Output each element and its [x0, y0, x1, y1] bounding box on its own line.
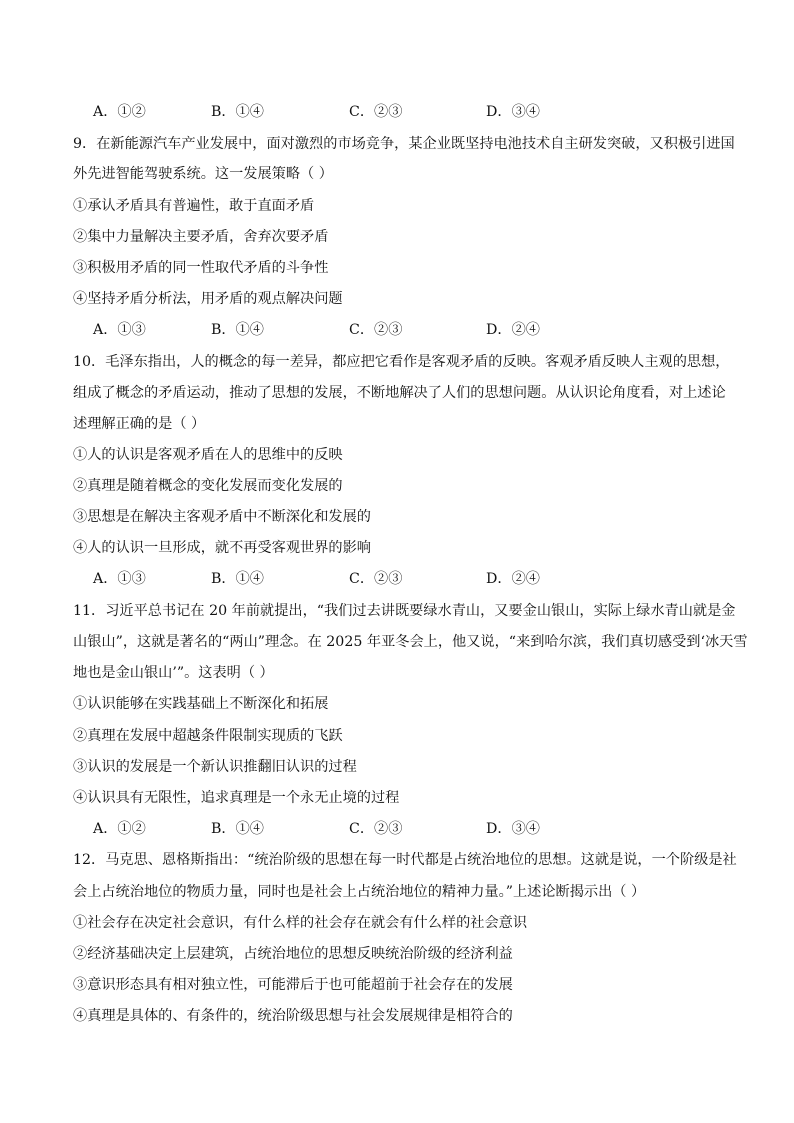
q8-option-b[interactable]: B．①④: [211, 104, 264, 120]
q9-statement-1: ①承认矛盾具有普遍性，敢于直面矛盾: [73, 198, 315, 214]
q9-stem-line-2: 外先进智能驾驶系统。这一发展策略（ ）: [73, 166, 333, 182]
q11-option-c[interactable]: C．②③: [349, 821, 403, 837]
q12-stem-line-1: 12．马克思、恩格斯指出：“统治阶级的思想在每一时代都是占统治地位的思想。这就是说，一个阶级是社: [73, 852, 737, 868]
q12-statement-1: ①社会存在决定社会意识，有什么样的社会存在就会有什么样的社会意识: [73, 915, 528, 931]
q10-stem-line-3: 述理解正确的是（ ）: [73, 416, 206, 432]
q11-statement-3: ③认识的发展是一个新认识推翻旧认识的过程: [73, 759, 357, 775]
q11-option-a[interactable]: A．①②: [93, 821, 146, 837]
q8-option-a[interactable]: A．①②: [93, 104, 146, 120]
q11-options: [93, 819, 693, 839]
q12-stem-line-2: 会上占统治地位的物质力量，同时也是社会上占统治地位的精神力量。”上述论断揭示出（ ）: [73, 884, 646, 900]
q11-stem-line-3: 地也是金山银山’”。这表明（ ）: [73, 665, 274, 681]
q10-statement-1: ①人的认识是客观矛盾在人的思维中的反映: [73, 447, 343, 463]
q12-statement-2: ②经济基础决定上层建筑，占统治地位的思想反映统治阶级的经济利益: [73, 946, 513, 962]
q10-option-d[interactable]: D．②④: [486, 571, 540, 587]
q10-option-b[interactable]: B．①④: [211, 571, 264, 587]
q9-option-a[interactable]: A．①③: [93, 322, 146, 338]
q9-statement-3: ③积极用矛盾的同一性取代矛盾的斗争性: [73, 260, 329, 276]
q8-options: [93, 102, 693, 122]
q10-option-c[interactable]: C．②③: [349, 571, 403, 587]
q10-options: [93, 569, 693, 589]
q9-option-d[interactable]: D．②④: [486, 322, 540, 338]
q9-statement-4: ④坚持矛盾分析法，用矛盾的观点解决问题: [73, 291, 343, 307]
q10-statement-4: ④人的认识一旦形成，就不再受客观世界的影响: [73, 540, 371, 556]
q10-statement-2: ②真理是随着概念的变化发展而变化发展的: [73, 478, 343, 494]
q11-stem-line-2: 山银山”，这就是著名的“两山”理念。在 2025 年亚冬会上，他又说，“来到哈尔滨，我们真切感受到‘冰天雪: [73, 634, 748, 650]
q9-stem-line-1: 9．在新能源汽车产业发展中，面对激烈的市场竞争，某企业既坚持电池技术自主研发突破，又积极引进国: [73, 136, 735, 152]
q12-statement-4: ④真理是具体的、有条件的，统治阶级思想与社会发展规律是相符合的: [73, 1008, 513, 1024]
q9-options: [93, 320, 693, 340]
q8-option-c[interactable]: C．②③: [349, 104, 403, 120]
q10-stem-line-1: 10．毛泽东指出，人的概念的每一差异，都应把它看作是客观矛盾的反映。客观矛盾反映人主观的思想，: [73, 354, 730, 370]
q11-stem-line-1: 11．习近平总书记在 20 年前就提出，“我们过去讲既要绿水青山，又要金山银山，实际上绿水青山就是金: [73, 603, 736, 619]
q9-option-b[interactable]: B．①④: [211, 322, 264, 338]
q11-option-b[interactable]: B．①④: [211, 821, 264, 837]
q10-stem-line-2: 组成了概念的矛盾运动，推动了思想的发展，不断地解决了人们的思想问题。从认识论角度看，对上述论: [73, 385, 726, 401]
q11-option-d[interactable]: D．③④: [486, 821, 540, 837]
q12-statement-3: ③意识形态具有相对独立性，可能滞后于也可能超前于社会存在的发展: [73, 977, 513, 993]
q10-statement-3: ③思想是在解决主客观矛盾中不断深化和发展的: [73, 509, 371, 525]
q9-option-c[interactable]: C．②③: [349, 322, 403, 338]
q8-option-d[interactable]: D．③④: [486, 104, 540, 120]
q11-statement-1: ①认识能够在实践基础上不断深化和拓展: [73, 696, 329, 712]
q10-option-a[interactable]: A．①③: [93, 571, 146, 587]
q11-statement-4: ④认识具有无限性，追求真理是一个永无止境的过程: [73, 790, 400, 806]
q9-statement-2: ②集中力量解决主要矛盾，舍弃次要矛盾: [73, 229, 329, 245]
q11-statement-2: ②真理在发展中超越条件限制实现质的飞跃: [73, 728, 343, 744]
